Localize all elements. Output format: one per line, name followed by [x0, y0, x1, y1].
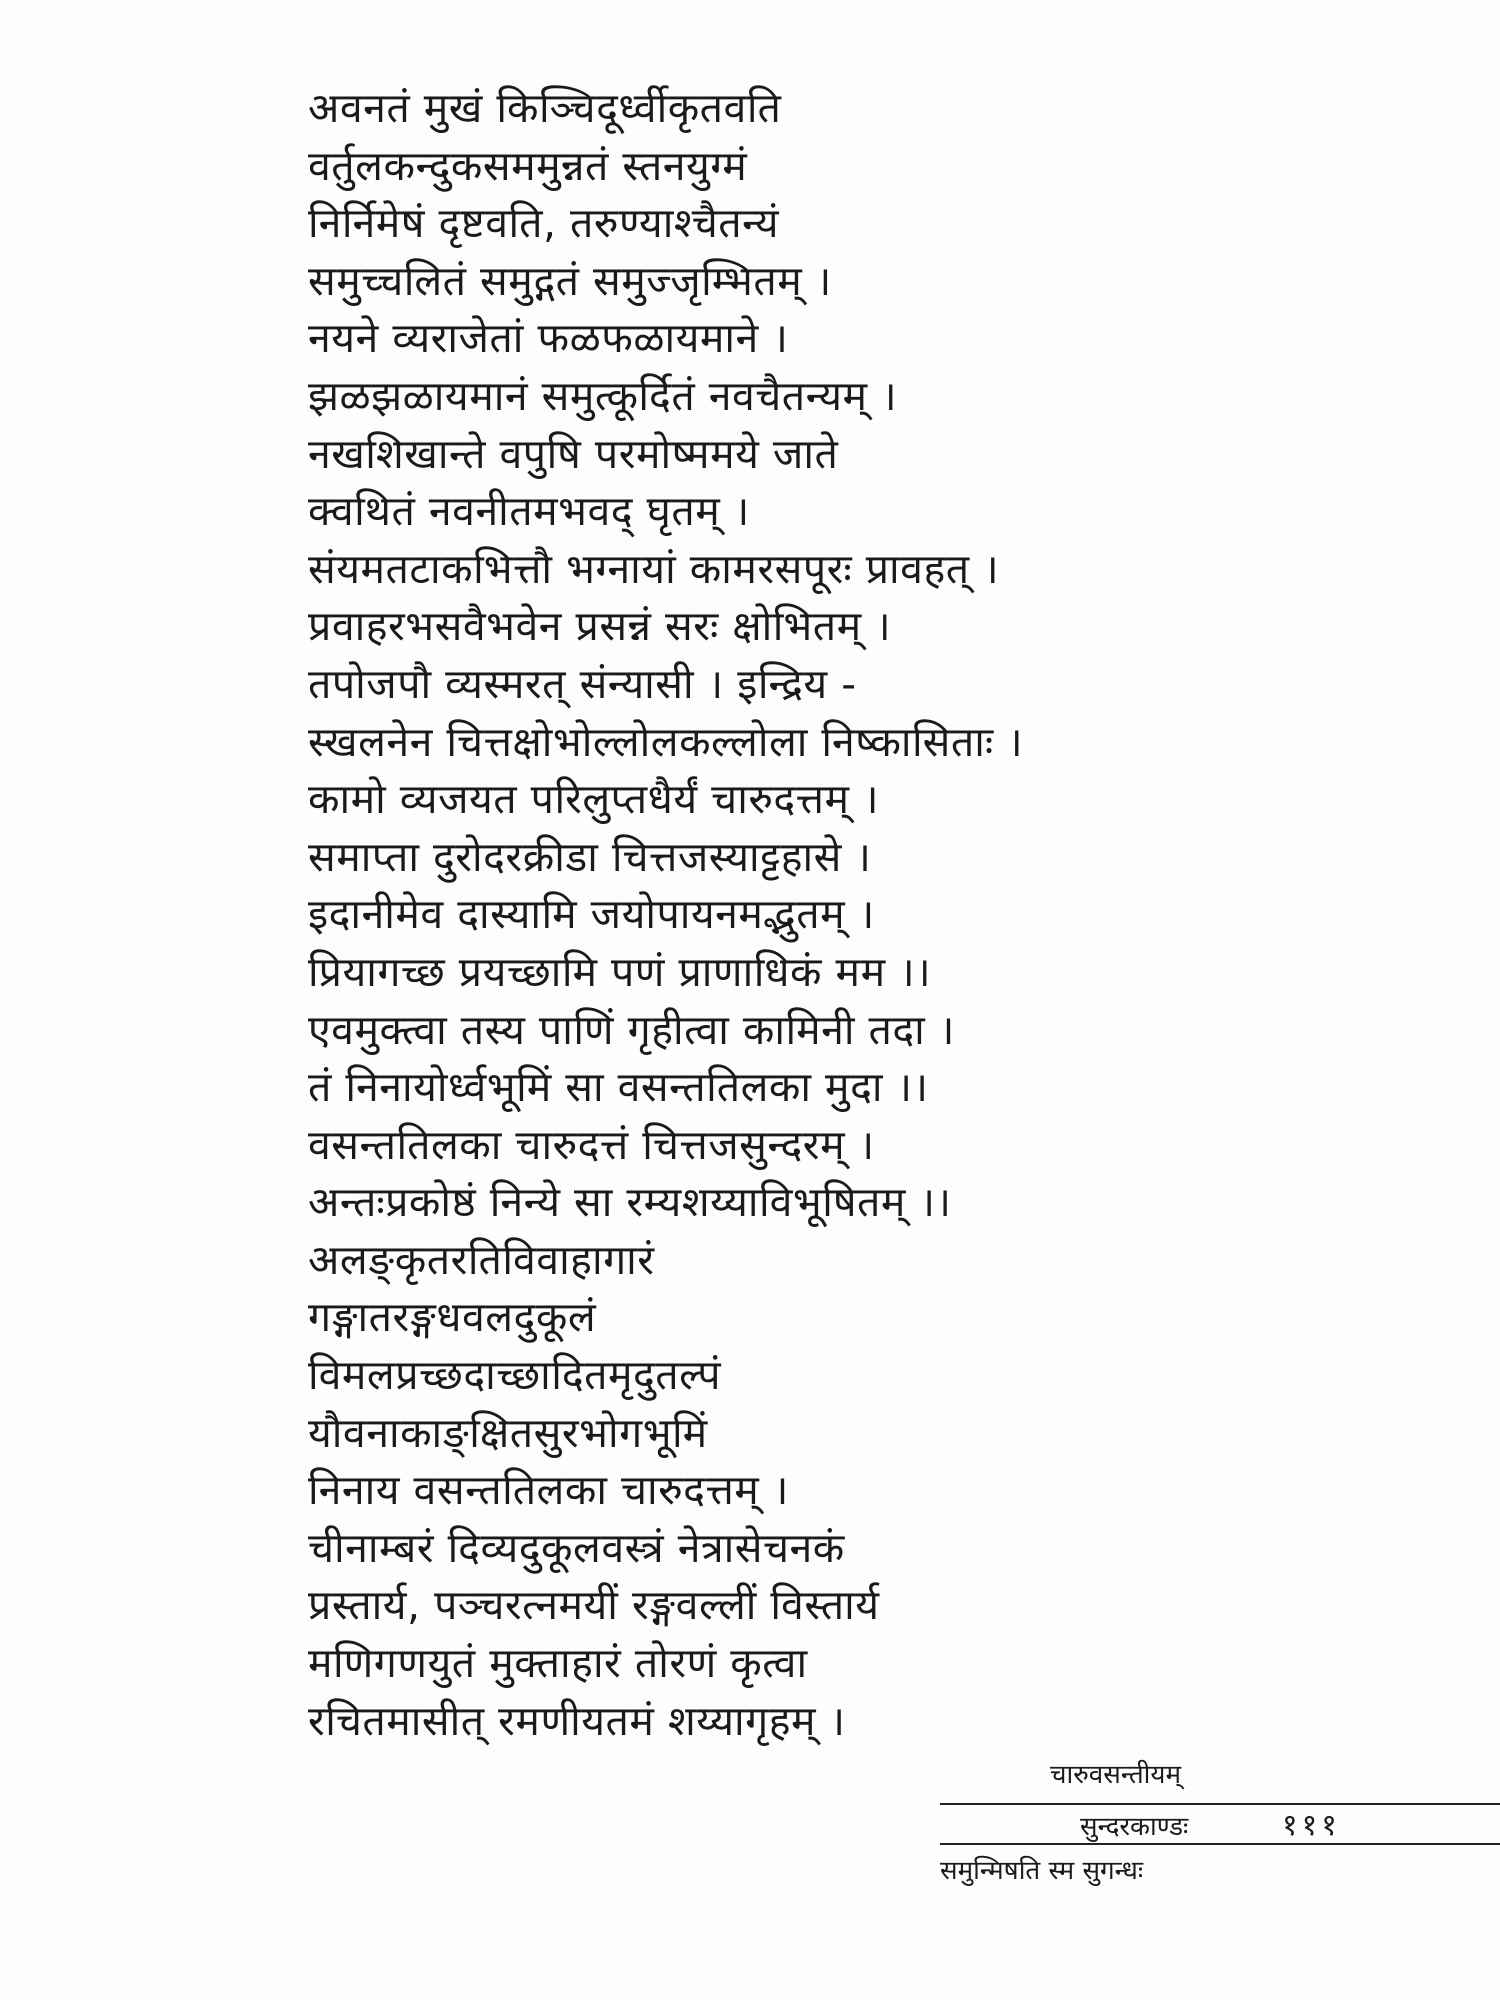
- verse-line: अवनतं मुखं किञ्चिदूर्ध्वीकृतवति: [308, 84, 782, 132]
- verse-line: प्रियागच्छ प्रयच्छामि पणं प्राणाधिकं मम ।।: [308, 947, 932, 996]
- verse-line: प्रस्तार्य, पञ्चरत्नमयीं रङ्गवल्लीं विस्तार्य: [308, 1581, 880, 1630]
- verse-line: चीनाम्बरं दिव्यदुकूलवस्त्रं नेत्रासेचनकं: [308, 1523, 845, 1572]
- verse-line: स्खलनेन चित्तक्षोभोल्लोलकल्लोला निष्कासिताः ।: [308, 717, 1024, 766]
- verse-line: अलङ्कृतरतिविवाहागारं: [308, 1235, 655, 1284]
- verse-line: गङ्गातरङ्गधवलदुकूलं: [308, 1293, 597, 1342]
- footer-divider: [940, 1843, 1500, 1845]
- verse-line: झळझळायमानं समुत्कूर्दितं नवचैतन्यम् ।: [308, 371, 898, 420]
- verse-line: समुच्चलितं समुद्गतं समुज्जृम्भितम् ।: [308, 256, 832, 305]
- page-number: १११: [1282, 1808, 1341, 1843]
- book-title: चारुवसन्तीयम्: [1050, 1760, 1182, 1790]
- verse-line: समाप्ता दुरोदरक्रीडा चित्तजस्याट्टहासे ।: [308, 832, 872, 881]
- verse-line: इदानीमेव दास्यामि जयोपायनमद्भुतम् ।: [308, 890, 875, 939]
- verse-line: मणिगणयुतं मुक्ताहारं तोरणं कृत्वा: [308, 1639, 808, 1688]
- verse-line: अन्तःप्रकोष्ठं निन्ये सा रम्यशय्याविभूषितम् ।।: [308, 1178, 952, 1227]
- verse-line: तपोजपौ व्यस्मरत् संन्यासी । इन्द्रिय -: [308, 659, 857, 708]
- section-name: सुन्दरकाण्डः: [1080, 1812, 1189, 1842]
- verse-line: कामो व्यजयत परिलुप्तधैर्यं चारुदत्तम् ।: [308, 775, 880, 824]
- verse-line: तं निनायोर्ध्वभूमिं सा वसन्ततिलका मुदा ।।: [308, 1063, 929, 1112]
- verse-line: वर्तुलकन्दुकसममुन्नतं स्तनयुग्मं: [308, 141, 748, 190]
- verse-line: नयने व्यराजेतां फळफळायमाने ।: [308, 314, 789, 363]
- verse-line: नखशिखान्ते वपुषि परमोष्ममये जाते: [308, 429, 839, 478]
- verse-line: क्वथितं नवनीतमभवद् घृतम् ।: [308, 487, 750, 536]
- verse-line: निर्निमेषं दृष्टवति, तरुण्याश्चैतन्यं: [308, 199, 780, 248]
- verse-line: यौवनाकाङ्क्षितसुरभोगभूमिं: [308, 1408, 708, 1457]
- verse-line: रचितमासीत् रमणीयतमं शय्यागृहम् ।: [308, 1696, 846, 1745]
- verse-line: एवमुक्त्वा तस्य पाणिं गृहीत्वा कामिनी तदा ।: [308, 1005, 955, 1054]
- catchword: समुन्मिषति स्म सुगन्धः: [940, 1856, 1144, 1886]
- verse-line: प्रवाहरभसवैभवेन प्रसन्नं सरः क्षोभितम् ।: [308, 602, 892, 651]
- verse-block: [308, 80, 1428, 1750]
- verse-line: विमलप्रच्छदाच्छादितमृदुतल्पं: [308, 1351, 722, 1400]
- verse-line: वसन्ततिलका चारुदत्तं चित्तजसुन्दरम् ।: [308, 1120, 875, 1169]
- footer-divider: [940, 1803, 1500, 1805]
- verse-line: संयमतटाकभित्तौ भग्नायां कामरसपूरः प्रावहत् ।: [308, 544, 1000, 593]
- verse-line: निनाय वसन्ततिलका चारुदत्तम् ।: [308, 1466, 789, 1515]
